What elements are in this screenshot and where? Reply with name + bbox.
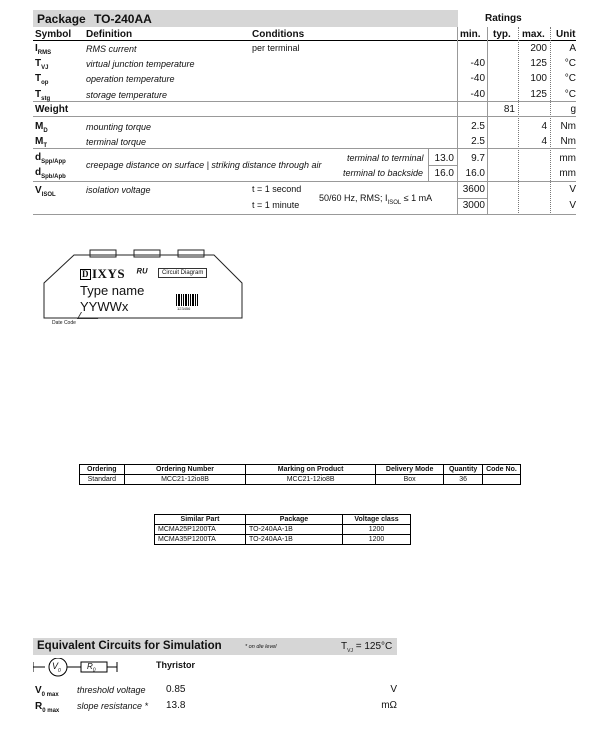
- row-unit: °C: [564, 89, 576, 100]
- row-definition: mounting torque: [86, 122, 152, 132]
- row-unit: Nm: [560, 121, 576, 132]
- ratings-label: Ratings: [485, 13, 522, 24]
- eq-definition-v0: threshold voltage: [77, 685, 146, 695]
- row-definition: operation temperature: [86, 74, 175, 84]
- ratings-divider-min: [487, 27, 488, 215]
- similar-header-cell: Package: [246, 515, 343, 525]
- row-typ: 81: [503, 104, 515, 115]
- similar-cell: MCMA35P1200TA: [155, 535, 246, 545]
- col-conditions: Conditions: [252, 29, 305, 40]
- row-symbol: Weight: [35, 104, 69, 115]
- isolation-mid-line: [457, 198, 487, 199]
- isolation-definition: isolation voltage: [86, 185, 151, 195]
- ordering-header-cell: Ordering Number: [124, 465, 246, 475]
- row-unit: A: [569, 43, 576, 54]
- row-symbol: $M_T$: [35, 136, 48, 149]
- ordering-cell: 36: [444, 475, 482, 485]
- ordering-cell: Box: [375, 475, 444, 485]
- ixys-logo-mark: D: [82, 269, 89, 279]
- isolation-min-1: 3600: [462, 184, 485, 195]
- eq-unit-v0: V: [390, 684, 397, 695]
- row-unit: °C: [564, 58, 576, 69]
- isolation-time-2: t = 1 minute: [252, 200, 300, 210]
- row-symbol: $T_{op}$: [35, 73, 49, 86]
- similar-cell: 1200: [343, 525, 411, 535]
- isolation-unit-2: V: [569, 200, 576, 211]
- row-line: [33, 214, 576, 215]
- similar-header-row: [155, 515, 411, 525]
- package-outline-drawing: [38, 245, 252, 325]
- isolation-unit-1: V: [569, 184, 576, 195]
- voltage-source-label: $V_0$: [52, 661, 61, 674]
- circuit-diagram-box: Circuit Diagram: [158, 268, 207, 278]
- isolation-symbol: $V_{ISOL}$: [35, 185, 56, 198]
- similar-row: [155, 525, 411, 535]
- row-min: 2.5: [471, 136, 485, 147]
- col-max: max.: [522, 29, 545, 40]
- creepage-unit-2: mm: [559, 168, 576, 179]
- eq-value-v0: 0.85: [166, 684, 186, 695]
- row-line: [33, 181, 576, 182]
- creepage-symbol-1: $d_{Spp/App}$: [35, 152, 66, 165]
- resistor-label: $R_0$: [87, 662, 96, 674]
- creepage-definition: creepage distance on surface | striking distance through air: [86, 160, 322, 170]
- barcode-icon: [176, 294, 198, 306]
- creepage-condition-1: terminal to terminal: [347, 153, 424, 163]
- ordering-header-cell: Ordering: [80, 465, 125, 475]
- ordering-header-cell: Delivery Mode: [375, 465, 444, 475]
- similar-row: [155, 535, 411, 545]
- row-symbol: $M_D$: [35, 121, 48, 134]
- creepage-symbol-2: $d_{Spb/Apb}$: [35, 167, 66, 180]
- row-line: [33, 101, 576, 102]
- isolation-min-2: 3000: [462, 200, 485, 211]
- row-definition: storage temperature: [86, 90, 168, 100]
- row-min: -40: [470, 58, 485, 69]
- row-definition: terminal torque: [86, 137, 147, 147]
- thyristor-section-label: Thyristor: [156, 660, 196, 670]
- creepage-min-1: 9.7: [471, 153, 485, 164]
- ordering-cell: MCC21-12io8B: [124, 475, 246, 485]
- row-definition: RMS current: [86, 44, 137, 54]
- row-unit: °C: [564, 73, 576, 84]
- date-format-text: YYWWx: [80, 299, 129, 314]
- row-definition: virtual junction temperature: [86, 59, 195, 69]
- row-max: 4: [541, 121, 547, 132]
- equivalent-temperature: $T_{VJ} = 125^\circ C$: [341, 641, 393, 654]
- row-symbol: $T_{stg}$: [35, 89, 51, 102]
- ordering-cell: Standard: [80, 475, 125, 485]
- row-min: -40: [470, 73, 485, 84]
- eq-unit-r0: mΩ: [381, 700, 397, 711]
- row-max: 4: [541, 136, 547, 147]
- creepage-value-1: 13.0: [434, 153, 454, 164]
- row-min: -40: [470, 89, 485, 100]
- date-code-label: Date Code: [52, 320, 76, 326]
- type-name-text: Type name: [80, 283, 145, 298]
- row-min: 2.5: [471, 121, 485, 132]
- ordering-header-cell: Marking on Product: [246, 465, 375, 475]
- creepage-unit-1: mm: [559, 153, 576, 164]
- isolation-time-1: t = 1 second: [252, 184, 302, 194]
- ixys-logo: D IXYS: [82, 266, 126, 281]
- creepage-box-mid: [428, 165, 457, 166]
- barcode-number: 123456: [177, 306, 191, 311]
- ordering-cell: MCC21-12io8B: [246, 475, 375, 485]
- col-typ: typ.: [493, 29, 511, 40]
- row-unit: Nm: [560, 136, 576, 147]
- row-symbol: $I_{RMS}$: [35, 43, 52, 56]
- col-symbol: Symbol: [35, 29, 72, 40]
- row-condition: per terminal: [252, 43, 300, 53]
- similar-header-cell: Similar Part: [155, 515, 246, 525]
- creepage-value-2: 16.0: [434, 168, 454, 179]
- row-unit: g: [570, 104, 576, 115]
- ordering-cell: [482, 475, 520, 485]
- similar-cell: TO-240AA-1B: [246, 525, 343, 535]
- col-min: min.: [460, 29, 481, 40]
- creepage-condition-2: terminal to backside: [343, 168, 424, 178]
- similar-cell: MCMA25P1200TA: [155, 525, 246, 535]
- row-line: [33, 116, 576, 117]
- date-code-pointer: [77, 312, 102, 319]
- ordering-row: [80, 475, 521, 485]
- eq-value-r0: 13.8: [166, 700, 186, 711]
- creepage-min-2: 16.0: [465, 168, 485, 179]
- eq-symbol-v0: $V_{0 max}$: [35, 685, 59, 698]
- row-max: 125: [530, 89, 547, 100]
- isolation-condition: 50/60 Hz, RMS; $I_{ISOL} \le 1$ mA: [319, 193, 433, 206]
- eq-symbol-r0: $R_{0 max}$: [35, 701, 60, 714]
- similar-cell: 1200: [343, 535, 411, 545]
- equivalent-note: * on die level: [245, 644, 277, 650]
- ul-certification-icon: ᴿᵁ: [136, 267, 148, 279]
- similar-cell: TO-240AA-1B: [246, 535, 343, 545]
- equivalent-title: Equivalent Circuits for Simulation: [37, 640, 222, 652]
- row-line: [33, 148, 576, 149]
- ordering-header-row: [80, 465, 521, 475]
- row-max: 125: [530, 58, 547, 69]
- row-symbol: $T_{VJ}$: [35, 58, 49, 71]
- row-max: 200: [530, 43, 547, 54]
- ordering-header-cell: Code No.: [482, 465, 520, 475]
- ordering-table: [79, 464, 521, 485]
- header-underline: [33, 40, 576, 41]
- col-unit: Unit: [556, 29, 576, 40]
- similar-parts-table: [154, 514, 411, 545]
- eq-definition-r0: slope resistance *: [77, 701, 149, 711]
- col-definition: Definition: [86, 29, 133, 40]
- row-max: 100: [530, 73, 547, 84]
- similar-header-cell: Voltage class: [343, 515, 411, 525]
- package-name: TO-240AA: [94, 12, 152, 26]
- package-label: Package: [37, 12, 86, 26]
- ordering-header-cell: Quantity: [444, 465, 482, 475]
